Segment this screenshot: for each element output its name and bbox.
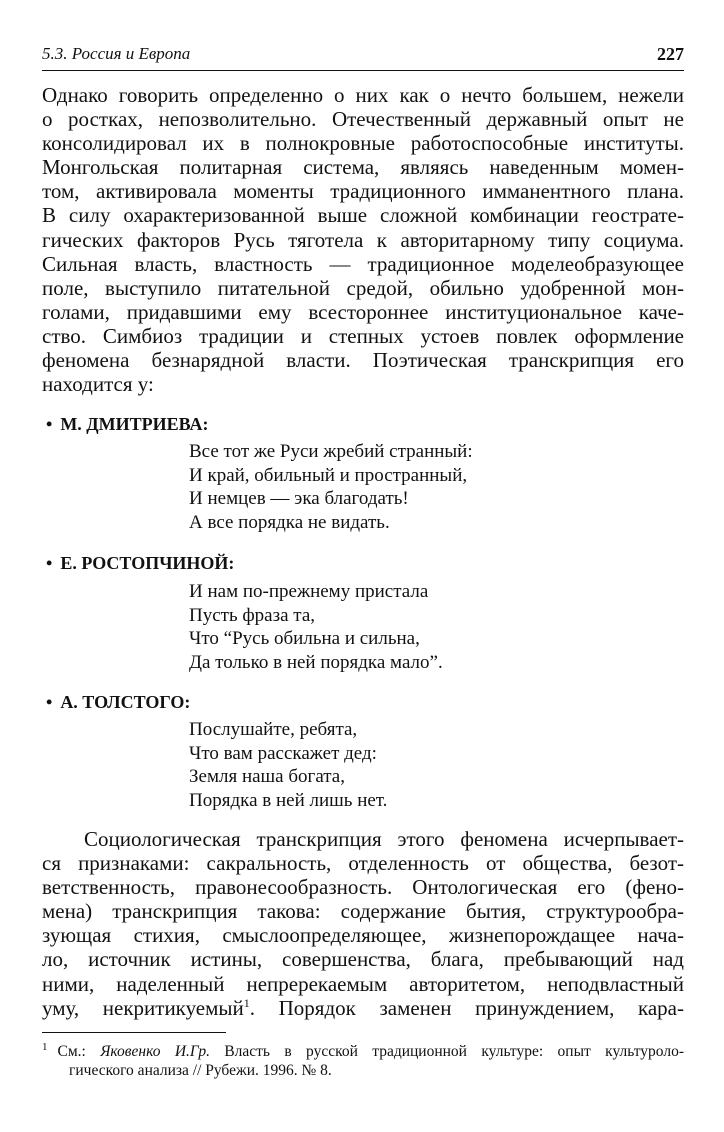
poem-line: Пусть фраза та,: [189, 604, 316, 626]
text-line: поле, выступило питательной средой, обильно удобренной мон-: [42, 275, 684, 300]
bullet-1: •: [46, 414, 53, 434]
text-line-with-footnote-ref: [42, 996, 684, 1020]
text-line: ство. Симбиоз традиции и степных устоев повлек оформление: [42, 323, 684, 348]
poem-line: Земля наша богата,: [189, 766, 345, 788]
footnote-line-1: [42, 1038, 684, 1061]
poem-line: Порядка в ней лишь нет.: [189, 789, 388, 811]
analysis-paragraph: [42, 827, 684, 1020]
text-line: В силу охарактеризованной выше сложной комбинации геострате-: [42, 203, 684, 228]
poem-2: [189, 580, 443, 674]
author-name-3: А. ТОЛСТОГО:: [60, 692, 191, 712]
author-name-2: Е. РОСТОПЧИНОЙ:: [60, 553, 235, 573]
text-line: зующая стихия, смыслоопределяющее, жизнепорождащее нача-: [42, 923, 684, 948]
text-line: мена) транскрипция такова: содержание бытия, структурообра-: [42, 899, 684, 924]
quote-author-1: [46, 414, 209, 435]
text-fragment: . Порядок заменен принуждением, кара-: [249, 995, 685, 1020]
text-fragment: уму, некритикуемый: [42, 995, 244, 1020]
text-line: голами, придавшими ему всестороннее институциональное каче-: [42, 299, 684, 324]
running-header: [42, 44, 684, 71]
text-line: ветственность, правонесообразность. Онтологическая его (фено-: [42, 875, 684, 900]
footnote-line-2: гического анализа // Рубежи. 1996. № 8.: [69, 1062, 332, 1080]
text-line: находится у:: [42, 372, 154, 397]
text-line: Монгольская политарная система, являясь наведенным момен-: [42, 155, 684, 180]
poem-line: И край, обильный и пространный,: [189, 464, 468, 486]
text-line: том, активировала моменты традиционного имманентного плана.: [42, 179, 684, 204]
poem-line: Что вам расскажет дед:: [189, 742, 377, 764]
footnote-rule: [42, 1032, 226, 1033]
text-line: Однако говорить определенно о них как о нечто большем, нежели: [42, 83, 684, 107]
text-line: ло, источник истины, совершенства, блага, пребывающий над: [42, 947, 684, 972]
text-line: консолидировал их в полнокровные работоспособные институты.: [42, 131, 684, 156]
text-line: феномена безнарядной власти. Поэтическая транскрипция его: [42, 348, 684, 373]
text-line: Социологическая транскрипция этого феномена исчерпывает-: [84, 827, 684, 851]
author-name-1: М. ДМИТРИЕВА:: [60, 414, 209, 434]
text-line: ся признаками: сакральность, отделенность от общества, безот-: [42, 851, 684, 876]
poem-line: А все порядка не видать.: [189, 511, 390, 533]
footnote-number: 1: [42, 1041, 48, 1053]
section-title: 5.3. Россия и Европа: [42, 44, 191, 63]
text-line: о ростках, непозволительно. Отечественный державный опыт не: [42, 107, 684, 132]
poem-3: [189, 718, 387, 812]
poem-line: Все тот же Руси жребий странный:: [189, 441, 473, 462]
footnote-text: Власть в русской традиционной культуре: опыт культуроло-: [209, 1043, 684, 1061]
footnote: [42, 1038, 684, 1080]
bullet-3: •: [46, 692, 53, 712]
poem-line: Да только в ней порядка мало”.: [189, 651, 443, 673]
quote-author-3: [46, 692, 190, 713]
poem-1: [189, 440, 473, 534]
footnote-prefix: См.:: [57, 1043, 101, 1061]
text-line: ними, наделенный непререкаемым авторитетом, неподвластный: [42, 971, 684, 996]
poem-line: И нам по-прежнему пристала: [189, 581, 429, 602]
page-number: 227: [657, 44, 684, 64]
text-line: Сильная власть, властность — традиционное моделеобразующее: [42, 251, 684, 276]
poem-line: Послушайте, ребята,: [189, 719, 358, 740]
quote-author-2: [46, 553, 234, 574]
poem-line: Что “Русь обильна и сильна,: [189, 628, 420, 650]
poem-line: И немцев — эка благодать!: [189, 488, 409, 510]
footnote-reference[interactable]: 1: [243, 995, 250, 1010]
intro-paragraph: [42, 83, 684, 396]
bullet-2: •: [46, 553, 53, 573]
text-line: гических факторов Русь тяготела к авторитарному типу социума.: [42, 227, 684, 252]
footnote-author: Яковенко И.Гр.: [100, 1043, 210, 1061]
